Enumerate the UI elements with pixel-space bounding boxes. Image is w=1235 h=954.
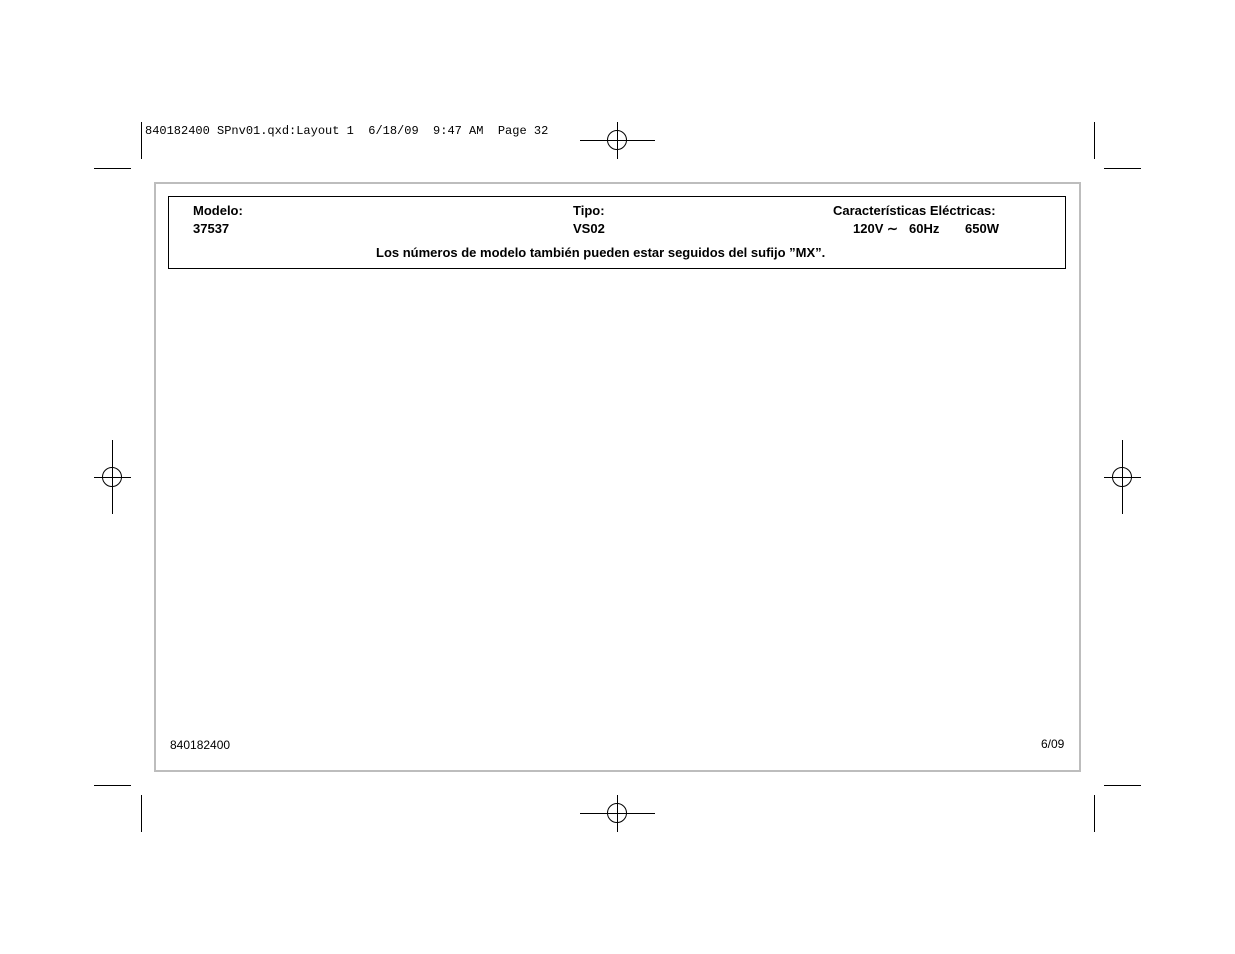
crop-mark <box>1104 785 1141 786</box>
type-value: VS02 <box>573 221 605 236</box>
frequency-value: 60Hz <box>909 221 940 236</box>
crop-mark <box>1094 795 1095 832</box>
registration-circle <box>1112 467 1132 487</box>
registration-circle <box>607 803 627 823</box>
type-label: Tipo: <box>573 203 605 218</box>
model-value: 37537 <box>193 221 230 236</box>
voltage-value: 120V ∼ <box>853 221 898 236</box>
registration-circle <box>102 467 122 487</box>
crop-mark <box>94 785 131 786</box>
electrical-label: Características Eléctricas: <box>833 203 996 218</box>
page-frame <box>154 182 1081 772</box>
crop-mark <box>141 122 142 159</box>
part-number: 840182400 <box>170 738 231 752</box>
crop-mark <box>1104 168 1141 169</box>
crop-mark <box>1094 122 1095 159</box>
crop-mark <box>94 168 131 169</box>
registration-circle <box>607 130 627 150</box>
wattage-value: 650W <box>965 221 999 236</box>
slug-line: 840182400 SPnv01.qxd:Layout 1 6/18/09 9:47 AM Page 32 <box>145 124 549 138</box>
model-label: Modelo: <box>193 203 243 218</box>
date-code: 6/09 <box>1041 737 1065 751</box>
crop-mark <box>141 795 142 832</box>
suffix-note: Los números de modelo también pueden estar seguidos del sufijo ”MX”. <box>376 245 826 260</box>
